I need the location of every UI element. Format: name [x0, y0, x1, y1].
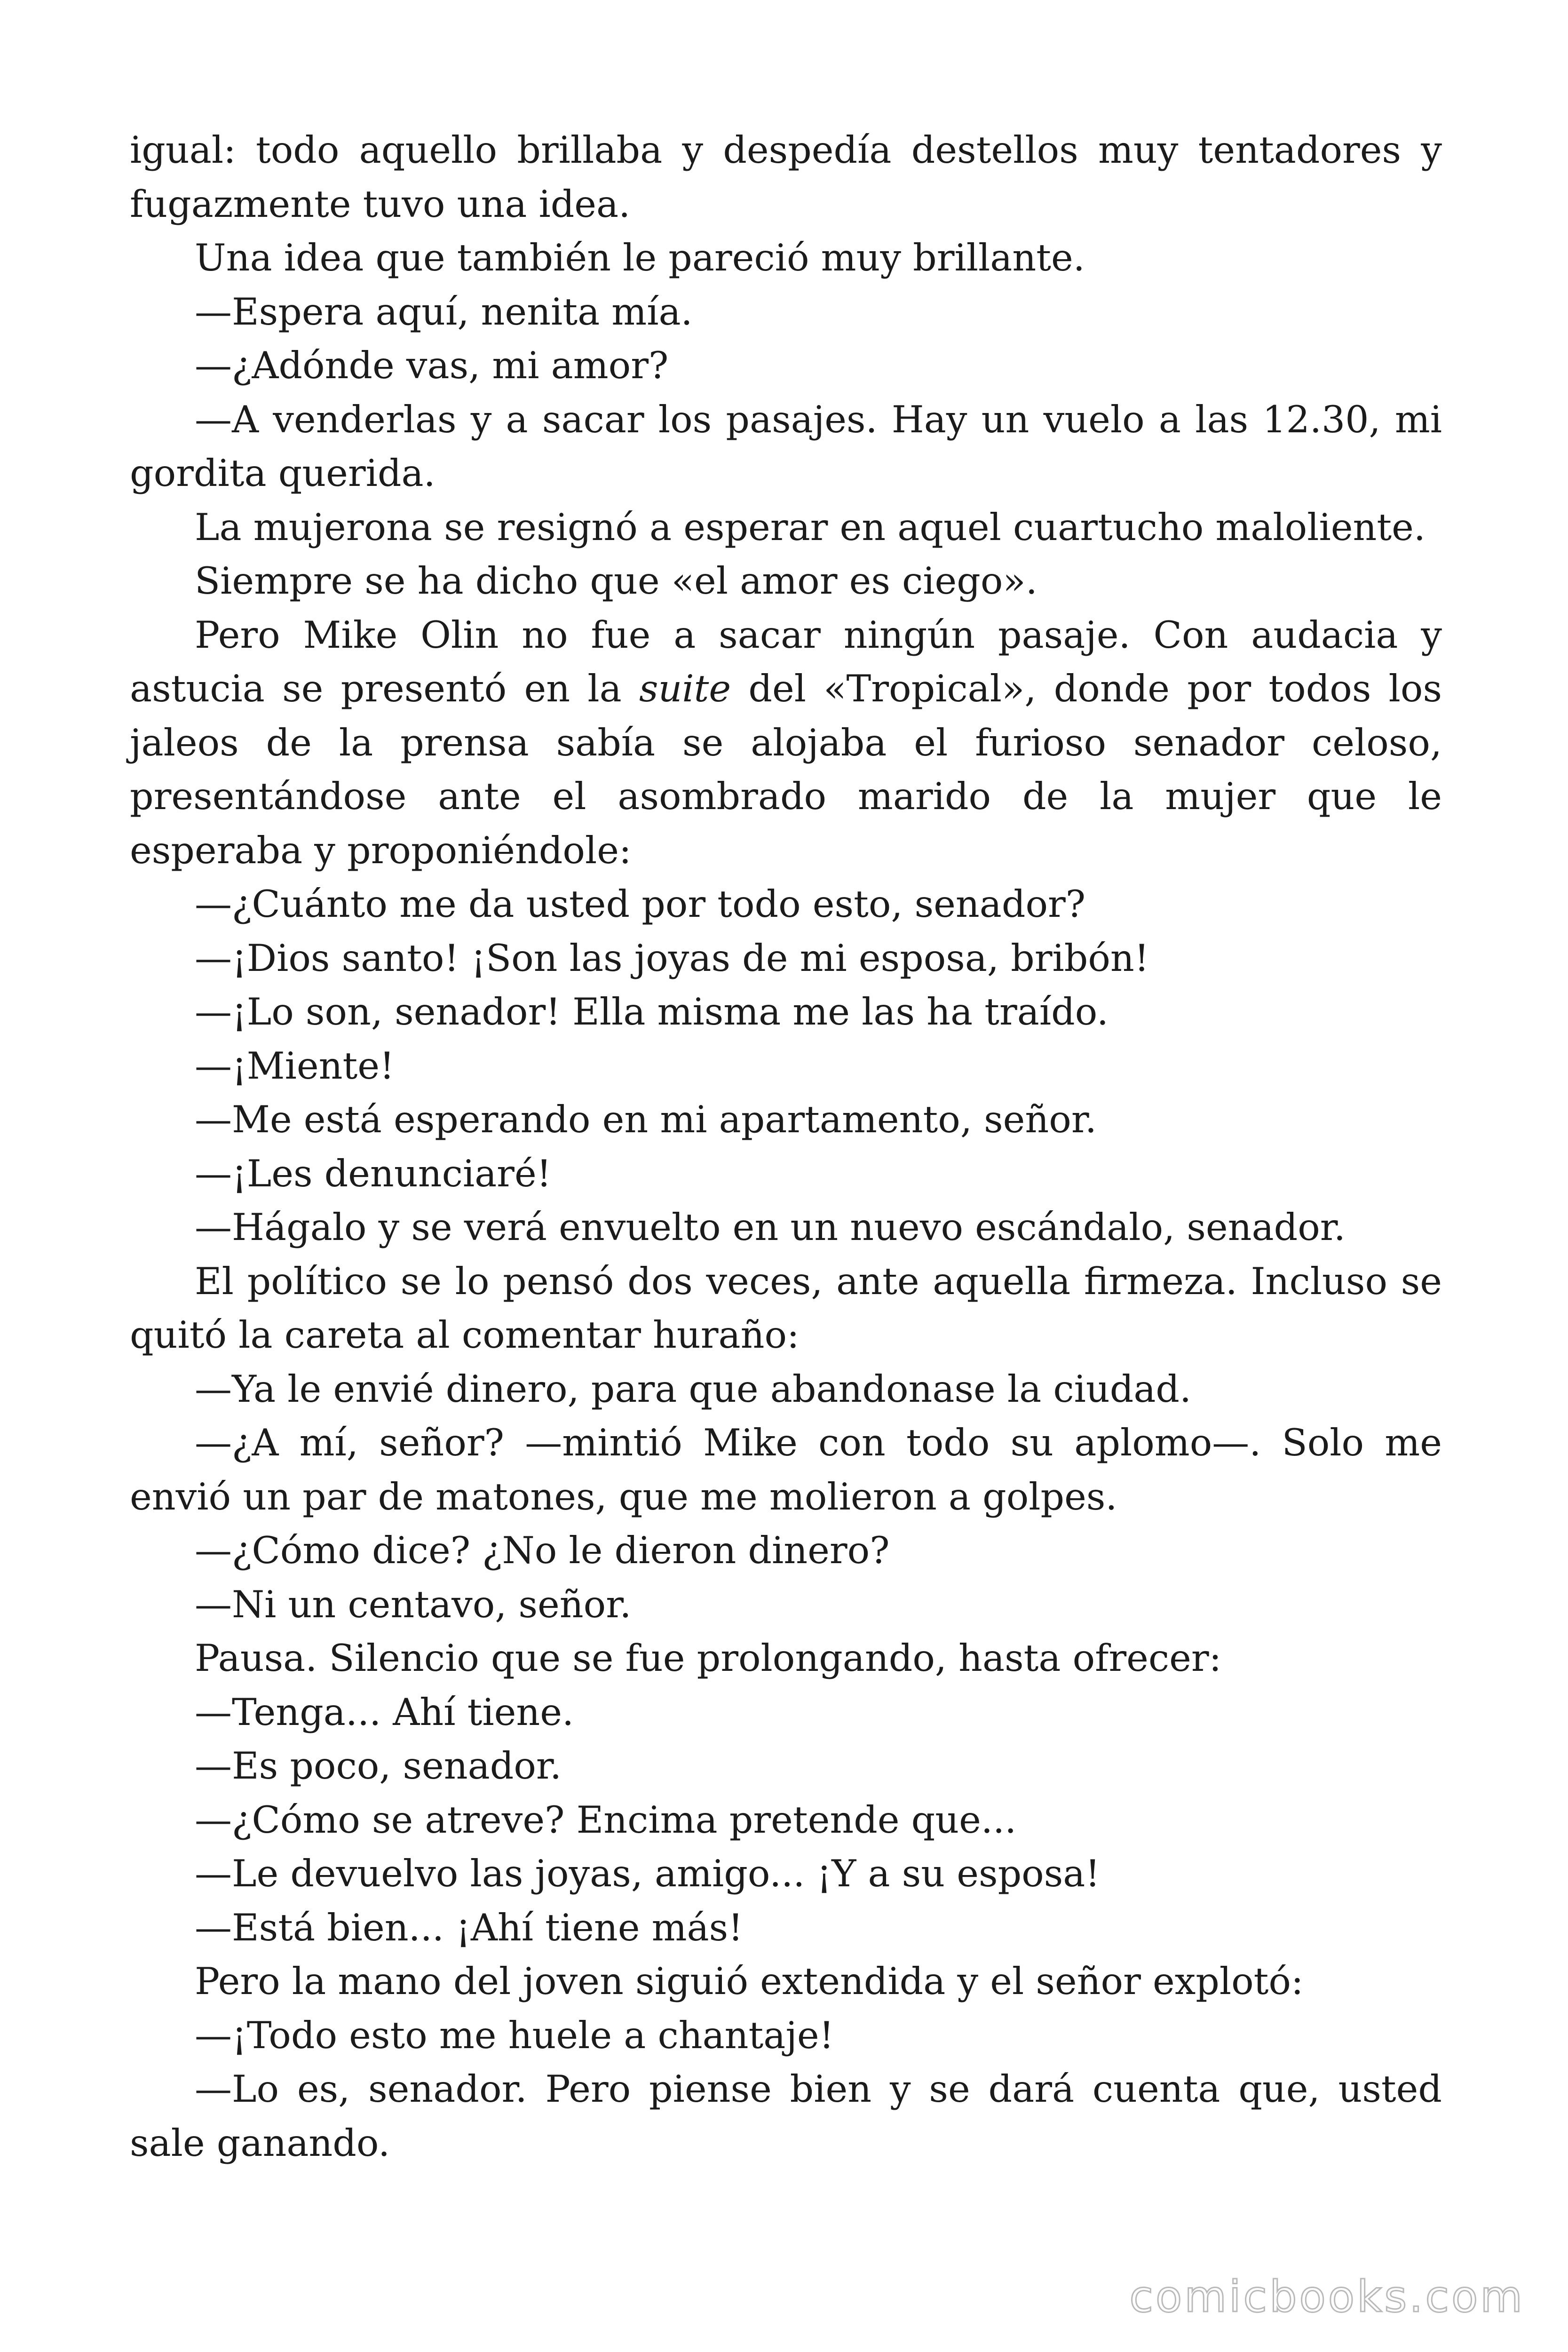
paragraph: Pero la mano del joven siguió extendida y el señor explotó:	[195, 1960, 1304, 2003]
dialogue-line: —Tenga... Ahí tiene.	[195, 1690, 574, 1734]
suite-italic-word: suite	[639, 667, 731, 710]
dialogue-line: —A venderlas y a sacar los pasajes. Hay un vuelo a las 12.30, mi gordita querida.	[130, 397, 1442, 495]
dialogue-line: —¿Cómo se atreve? Encima pretende que...	[195, 1798, 1017, 1842]
dialogue-line: —Ya le envié dinero, para que abandonase la ciudad.	[195, 1367, 1192, 1411]
dialogue-line: —¡Todo esto me huele a chantaje!	[195, 2013, 834, 2057]
suite-text-after: del «Tropical», donde por todos los jaleos de la prensa sabía se alojaba el furioso senador celoso, presentándose ante el asombrado marido de la mujer que le esperaba y proponiéndole:	[130, 667, 1442, 872]
suite-text-before: Pero Mike Olin no fue a sacar ningún pasaje. Con audacia y astucia se presentó en la	[130, 613, 1442, 710]
page-text	[130, 123, 1442, 2170]
dialogue-line: —¡Miente!	[195, 1044, 395, 1088]
paragraph-suite	[130, 608, 1442, 878]
paragraph: Pausa. Silencio que se fue prolongando, hasta ofrecer:	[195, 1637, 1222, 1680]
dialogue-line: —Es poco, senador.	[195, 1744, 562, 1788]
paragraph: La mujerona se resignó a esperar en aquel cuartucho maloliente.	[195, 505, 1425, 549]
dialogue-line: —¡Lo son, senador! Ella misma me las ha traído.	[195, 990, 1109, 1033]
watermark: comicbooks.com	[1129, 2272, 1525, 2322]
dialogue-line: —Espera aquí, nenita mía.	[195, 290, 693, 334]
dialogue-line: —¿A mí, señor? —mintió Mike con todo su aplomo—. Solo me envió un par de matones, que me molieron a golpes.	[130, 1421, 1442, 1518]
dialogue-line: —Me está esperando en mi apartamento, señor.	[195, 1098, 1097, 1141]
dialogue-line: —¿Cómo dice? ¿No le dieron dinero?	[195, 1529, 890, 1572]
dialogue-line: —Ni un centavo, señor.	[195, 1582, 632, 1626]
dialogue-line: —¿Adónde vas, mi amor?	[195, 344, 669, 387]
paragraph-continuation: igual: todo aquello brillaba y despedía destellos muy tentadores y fugazmente tuvo una idea.	[130, 128, 1442, 226]
paragraph: Siempre se ha dicho que «el amor es ciego».	[195, 559, 1037, 603]
paragraph: Una idea que también le pareció muy brillante.	[195, 236, 1085, 279]
paragraph: El político se lo pensó dos veces, ante aquella firmeza. Incluso se quitó la careta al comentar huraño:	[130, 1259, 1442, 1357]
dialogue-line: —Le devuelvo las joyas, amigo... ¡Y a su esposa!	[195, 1852, 1101, 1895]
dialogue-line: —¿Cuánto me da usted por todo esto, senador?	[195, 882, 1086, 926]
dialogue-line: —Hágalo y se verá envuelto en un nuevo escándalo, senador.	[195, 1206, 1346, 1249]
dialogue-line: —Lo es, senador. Pero piense bien y se dará cuenta que, usted sale ganando.	[130, 2067, 1442, 2165]
dialogue-line: —¡Dios santo! ¡Son las joyas de mi esposa, bribón!	[195, 936, 1149, 980]
dialogue-line: —¡Les denunciaré!	[195, 1152, 552, 1195]
dialogue-line: —Está bien... ¡Ahí tiene más!	[195, 1906, 743, 1949]
